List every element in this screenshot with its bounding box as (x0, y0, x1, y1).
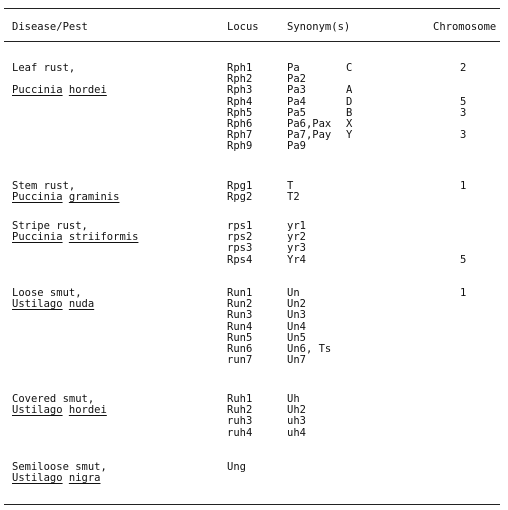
pathogen-genus: Ustilago (12, 472, 63, 485)
synonym-cell: Un3 (287, 309, 306, 322)
locus-cell: Run5 (227, 331, 253, 344)
synonym-cell: yr1 (287, 220, 306, 232)
chromosome-cell: 1 (460, 180, 467, 192)
synonym-cell: Pa9 (287, 140, 306, 153)
letter-code-cell: B (346, 106, 353, 119)
synonym-cell: uh4 (287, 426, 306, 439)
pathogen-species: graminis (68, 191, 120, 204)
locus-cell: Rph5 (227, 106, 253, 119)
synonym-cell: Yr4 (287, 253, 306, 266)
pathogen-genus: Ustilago (12, 298, 63, 311)
pathogen-genus: Puccinia (12, 231, 63, 244)
chromosome-cell: 3 (460, 106, 467, 119)
letter-code-cell: A (346, 84, 353, 97)
chromosome-cell: 5 (460, 95, 467, 108)
locus-cell: Run2 (227, 298, 253, 311)
chromosome-cell: 5 (460, 253, 467, 266)
synonym-cell: Un2 (287, 298, 306, 311)
synonym-cell: Pa2 (287, 73, 306, 86)
synonym-cell: T (287, 180, 294, 192)
synonym-cell: Uh2 (287, 404, 306, 417)
locus-cell: Rpg1 (227, 180, 253, 192)
header-locus: Locus (227, 21, 259, 33)
locus-cell: Run1 (227, 287, 253, 299)
locus-cell: Ruh1 (227, 393, 253, 405)
locus-cell: rps2 (227, 231, 253, 244)
synonym-cell: Pa6,Pax (287, 118, 332, 130)
synonym-cell: Pa (287, 62, 300, 74)
locus-cell: ruh3 (227, 415, 253, 428)
synonym-cell: uh3 (287, 415, 306, 428)
locus-cell: Rph6 (227, 118, 253, 130)
synonym-cell: Un6, Ts (287, 343, 332, 355)
header-disease: Disease/Pest (12, 21, 88, 33)
locus-cell: Run4 (227, 320, 253, 333)
synonym-cell: Pa4 (287, 95, 306, 108)
disease-name: Leaf rust, (12, 62, 76, 74)
locus-cell: Run3 (227, 309, 253, 322)
pathogen-species: nigra (68, 472, 101, 485)
chromosome-cell: 2 (460, 62, 467, 74)
letter-code-cell: Y (346, 129, 353, 142)
locus-cell: Rph1 (227, 62, 253, 74)
locus-cell: Rph2 (227, 73, 253, 86)
synonym-cell: Un5 (287, 331, 306, 344)
locus-cell: Rph3 (227, 84, 253, 97)
locus-cell: Rph4 (227, 95, 253, 108)
locus-cell: ruh4 (227, 426, 253, 439)
disease-name: Semiloose smut, (12, 461, 107, 473)
synonym-cell: yr2 (287, 231, 306, 244)
header-chromosome: Chromosome (433, 21, 497, 33)
pathogen-species: hordei (68, 404, 107, 417)
locus-cell: Rps4 (227, 253, 253, 266)
synonym-cell: Pa7,Pay (287, 129, 332, 142)
letter-code-cell: D (346, 95, 353, 108)
synonym-cell: Pa5 (287, 106, 306, 119)
locus-cell: run7 (227, 354, 253, 367)
bottom-rule (4, 504, 500, 505)
synonym-cell: Un (287, 287, 300, 299)
chromosome-cell: 3 (460, 129, 467, 142)
disease-name: Stripe rust, (12, 220, 88, 232)
header-synonyms: Synonym(s) (287, 21, 351, 33)
synonym-cell: Un4 (287, 320, 306, 333)
disease-name: Stem rust, (12, 180, 76, 192)
locus-cell: Rph9 (227, 140, 253, 153)
locus-cell: Rph7 (227, 129, 253, 142)
locus-cell: rps3 (227, 242, 253, 255)
letter-code-cell: X (346, 118, 353, 130)
top-rule (4, 8, 500, 9)
synonym-cell: Pa3 (287, 84, 306, 97)
letter-code-cell: C (346, 62, 353, 74)
synonym-cell: Uh (287, 393, 300, 405)
locus-cell: Ung (227, 461, 246, 473)
header-rule (4, 41, 500, 42)
locus-cell: Run6 (227, 343, 253, 355)
locus-cell: Rpg2 (227, 191, 253, 204)
pathogen-genus: Puccinia (12, 84, 63, 97)
locus-cell: rps1 (227, 220, 253, 232)
pathogen-species: hordei (68, 84, 107, 97)
pathogen-species: striiformis (68, 231, 139, 244)
pathogen-genus: Puccinia (12, 191, 63, 204)
disease-name: Covered smut, (12, 393, 95, 405)
pathogen-genus: Ustilago (12, 404, 63, 417)
pathogen-species: nuda (68, 298, 95, 311)
synonym-cell: yr3 (287, 242, 306, 255)
chromosome-cell: 1 (460, 287, 467, 299)
synonym-cell: T2 (287, 191, 300, 204)
locus-cell: Ruh2 (227, 404, 253, 417)
disease-name: Loose smut, (12, 287, 82, 299)
synonym-cell: Un7 (287, 354, 306, 367)
